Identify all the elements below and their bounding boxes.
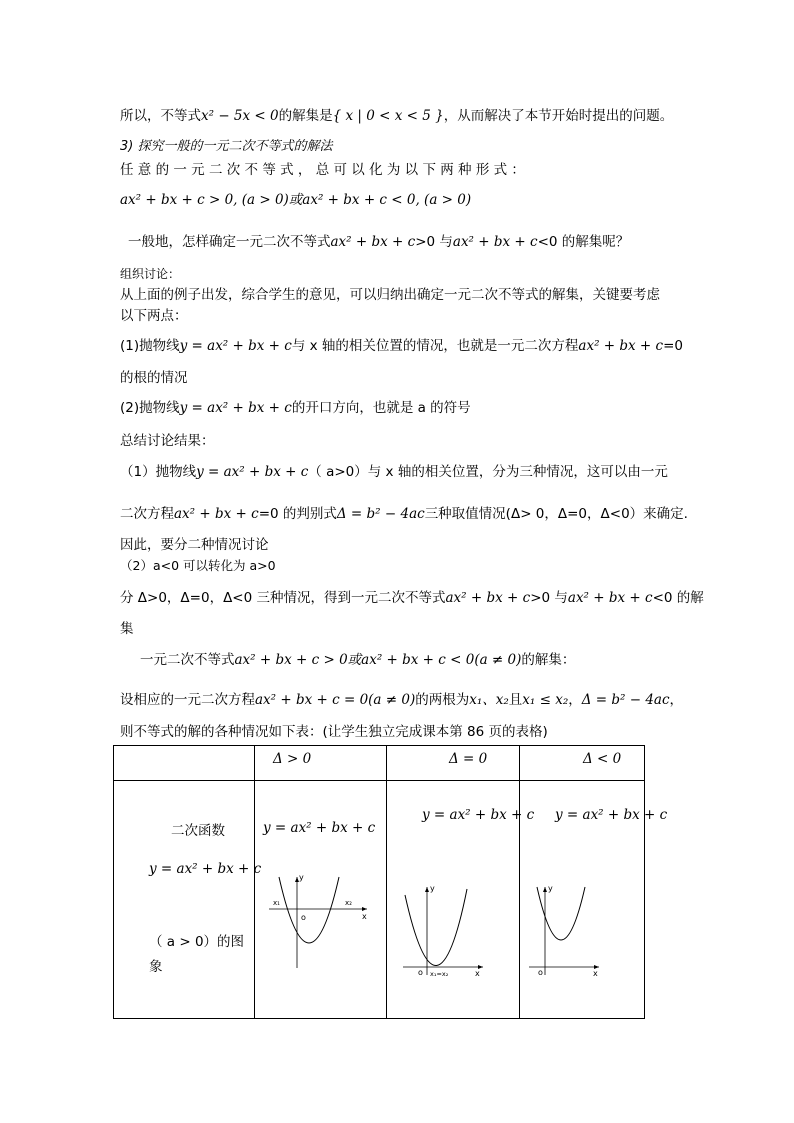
line-solution-set: 一元二次不等式ax² + bx + c > 0或ax² + bx + c < 0(a ≠ 0)的解集： — [140, 652, 576, 668]
graph2-origin-label: o — [418, 968, 423, 977]
table-border-bottom — [113, 1018, 645, 1019]
header-delta-positive: Δ > 0 — [273, 751, 312, 767]
graph3-origin-label: o — [538, 968, 543, 977]
solution-table — [113, 745, 668, 1019]
row-label-quadratic: 二次函数 — [171, 823, 225, 839]
line-point-2: (2)抛物线y = ax² + bx + c的开口方向，也就是 a 的符号 — [120, 400, 471, 416]
formula-delta-zero: y = ax² + bx + c — [422, 807, 535, 823]
table-col-divider-2 — [386, 745, 387, 1019]
graph3-y-arrow — [543, 887, 547, 892]
row-label-graph: 象 — [149, 959, 163, 975]
line-two-cases: 因此，要分二种情况讨论 — [120, 537, 269, 553]
line-three-cases: 分 Δ>0，Δ=0，Δ<0 三种情况，得到一元二次不等式ax² + bx + c>0 与ax² + bx + c<0 的解 — [120, 590, 704, 606]
line-question: 一般地，怎样确定一元二次不等式ax² + bx + c>0 与ax² + bx + c<0 的解集呢？ — [128, 234, 630, 250]
graph2-y-label: y — [430, 884, 435, 893]
graph-two-roots — [265, 873, 375, 973]
line-roots-setup: 设相应的一元二次方程ax² + bx + c = 0(a ≠ 0)的两根为x₁、x₂且x₁ ≤ x₂，Δ = b² − 4ac， — [120, 692, 684, 708]
graph1-y-label: y — [299, 873, 304, 882]
graph1-x-label: x — [362, 912, 367, 921]
header-delta-zero: Δ = 0 — [449, 751, 488, 767]
line-two-forms: ax² + bx + c > 0, (a > 0)或ax² + bx + c < 0, (a > 0) — [120, 192, 472, 208]
formula-delta-negative: y = ax² + bx + c — [555, 807, 668, 823]
line-point-1: (1)抛物线y = ax² + bx + c与 x 轴的相关位置的情况，也就是一元二次方程ax² + bx + c=0 — [120, 338, 683, 354]
graph1-x2-label: x₂ — [345, 899, 352, 907]
row-label-function: y = ax² + bx + c — [149, 861, 262, 877]
line-discriminant: 二次方程ax² + bx + c=0 的判别式Δ = b² − 4ac三种取值情况(Δ> 0，Δ=0，Δ<0）来确定. — [120, 506, 688, 522]
graph2-y-arrow — [425, 887, 429, 892]
line-discussion: 组织讨论： — [120, 267, 181, 281]
section-heading: 3) 探究一般的一元二次不等式的解法 — [120, 139, 333, 154]
table-col-divider-3 — [519, 745, 520, 1019]
graph1-origin-label: o — [301, 913, 306, 922]
line-summary: 总结讨论结果： — [120, 433, 215, 449]
graph2-root-label: x₁=x₂ — [430, 970, 449, 978]
graph3-x-label: x — [593, 969, 598, 978]
graph3-parabola — [537, 887, 585, 940]
line-two-points: 以下两点： — [120, 308, 188, 324]
line-table-intro: 则不等式的解的各种情况如下表：(让学生独立完成课本第 86 页的表格) — [120, 724, 548, 740]
line-result-2: （2）a<0 可以转化为 a>0 — [120, 558, 276, 573]
line-roots: 的根的情况 — [120, 370, 188, 386]
line-result-1: （1）抛物线y = ax² + bx + c（ a>0）与 x 轴的相关位置，分为三种情况，这可以由一元 — [120, 464, 668, 480]
graph1-parabola — [279, 877, 339, 943]
graph-no-roots — [525, 883, 635, 983]
table-col-divider-1 — [254, 745, 255, 1019]
table-border-right — [644, 745, 645, 1019]
table-border-top — [113, 745, 645, 746]
table-header-divider — [113, 780, 645, 781]
line-key-points: 从上面的例子出发，综合学生的意见，可以归纳出确定一元二次不等式的解集，关键要考虑 — [120, 287, 660, 303]
line-forms-intro: 任 意 的 一 元 二 次 不 等 式 ， 总 可 以 化 为 以 下 两 种 形 式 ： — [120, 162, 525, 178]
table-border-left — [113, 745, 114, 1019]
graph2-x-label: x — [475, 969, 480, 978]
graph3-y-label: y — [548, 884, 553, 893]
header-delta-negative: Δ < 0 — [583, 751, 622, 767]
line-set: 集 — [120, 621, 134, 637]
formula-delta-positive: y = ax² + bx + c — [263, 820, 376, 836]
graph1-x1-label: x₁ — [273, 899, 280, 907]
row-label-condition: （ a > 0）的图 — [149, 934, 245, 950]
graph-double-root — [399, 883, 509, 983]
graph2-parabola — [405, 889, 467, 966]
line-conclusion: 所以，不等式x² − 5x < 0的解集是{ x | 0 < x < 5 }，从而解决了本节开始时提出的问题。 — [120, 108, 674, 124]
graph1-x-arrow — [362, 907, 367, 911]
